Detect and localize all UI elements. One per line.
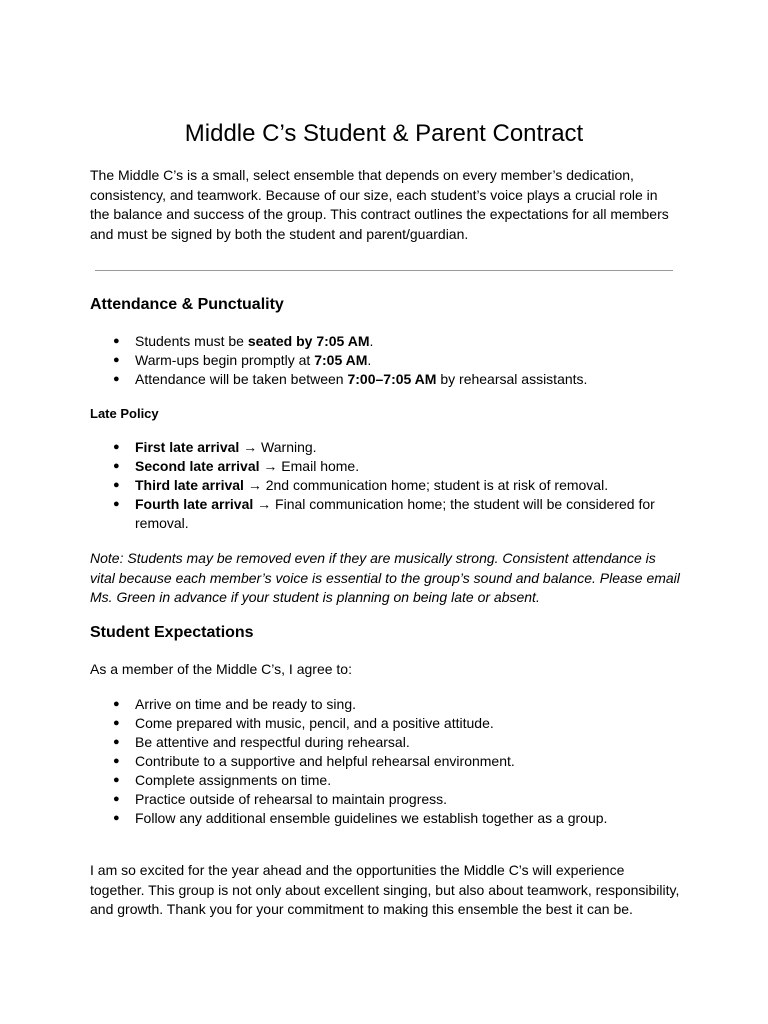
bullet-icon: ● (113, 736, 120, 748)
list-item: ● Attendance will be taken between 7:00–7:05 AM by rehearsal assistants. (113, 371, 588, 387)
list-item: ● Second late arrival → Email home. (113, 458, 360, 474)
bullet-icon: ● (113, 717, 120, 729)
expectations-list (90, 695, 680, 828)
bullet-icon: ● (113, 698, 120, 710)
bullet-icon: ● (113, 479, 120, 491)
bullet-icon: ● (113, 812, 120, 824)
expectations-lead: As a member of the Middle C’s, I agree to: (90, 661, 352, 677)
late-policy-list (90, 438, 680, 533)
list-item: ● First late arrival → Warning. (113, 439, 317, 455)
list-item: ● Come prepared with music, pencil, and a positive attitude. (113, 715, 494, 731)
horizontal-divider (95, 270, 673, 271)
page-title: Middle C’s Student & Parent Contract (184, 120, 584, 147)
bullet-icon: ● (113, 354, 120, 366)
list-item: ● Be attentive and respectful during rehearsal. (113, 734, 410, 750)
bullet-icon: ● (113, 335, 120, 347)
bullet-icon: ● (113, 755, 120, 767)
bullet-icon: ● (113, 373, 120, 385)
list-item: ● Follow any additional ensemble guidelines we establish together as a group. (113, 810, 608, 826)
list-item: ● Complete assignments on time. (113, 772, 332, 788)
late-policy-heading: Late Policy (90, 406, 159, 421)
intro-paragraph: The Middle C’s is a small, select ensemble that depends on every member’s dedication, consistency, and teamwork. Because of our size, each student’s voice plays a crucial role in the balance and success of the group. This contract outlines the expectations for all members and must be signed by both the student and parent/guardian. (90, 167, 669, 242)
list-item: ● Practice outside of rehearsal to maintain progress. (113, 791, 448, 807)
note-paragraph: Note: Students may be removed even if they are musically strong. Consistent attendance is vital because each member’s voice is essential to the group’s sound and balance. Please email Ms. Green in advance if your student is planning on being late or absent. (90, 550, 680, 605)
bullet-icon: ● (113, 460, 120, 472)
bullet-icon: ● (113, 793, 120, 805)
list-item: ● Third late arrival → 2nd communication home; student is at risk of removal. (113, 477, 609, 493)
closing-paragraph: I am so excited for the year ahead and the opportunities the Middle C’s will experience together. This group is not only about excellent singing, but also about teamwork, responsibility, and growth. Thank you for your commitment to making this ensemble the best it can be. (90, 862, 680, 917)
list-item: ● Arrive on time and be ready to sing. (113, 696, 357, 712)
list-item: ● Contribute to a supportive and helpful rehearsal environment. (113, 753, 515, 769)
bullet-icon: ● (113, 441, 120, 453)
expectations-heading: Student Expectations (90, 624, 254, 641)
list-item: ● Warm-ups begin promptly at 7:05 AM. (113, 352, 372, 368)
attendance-heading: Attendance & Punctuality (90, 296, 284, 313)
list-item: ● Fourth late arrival → Final communication home; the student will be considered for removal. (113, 496, 655, 531)
list-item: ● Students must be seated by 7:05 AM. (113, 333, 374, 349)
bullet-icon: ● (113, 498, 120, 510)
bullet-icon: ● (113, 774, 120, 786)
attendance-list (90, 332, 680, 389)
